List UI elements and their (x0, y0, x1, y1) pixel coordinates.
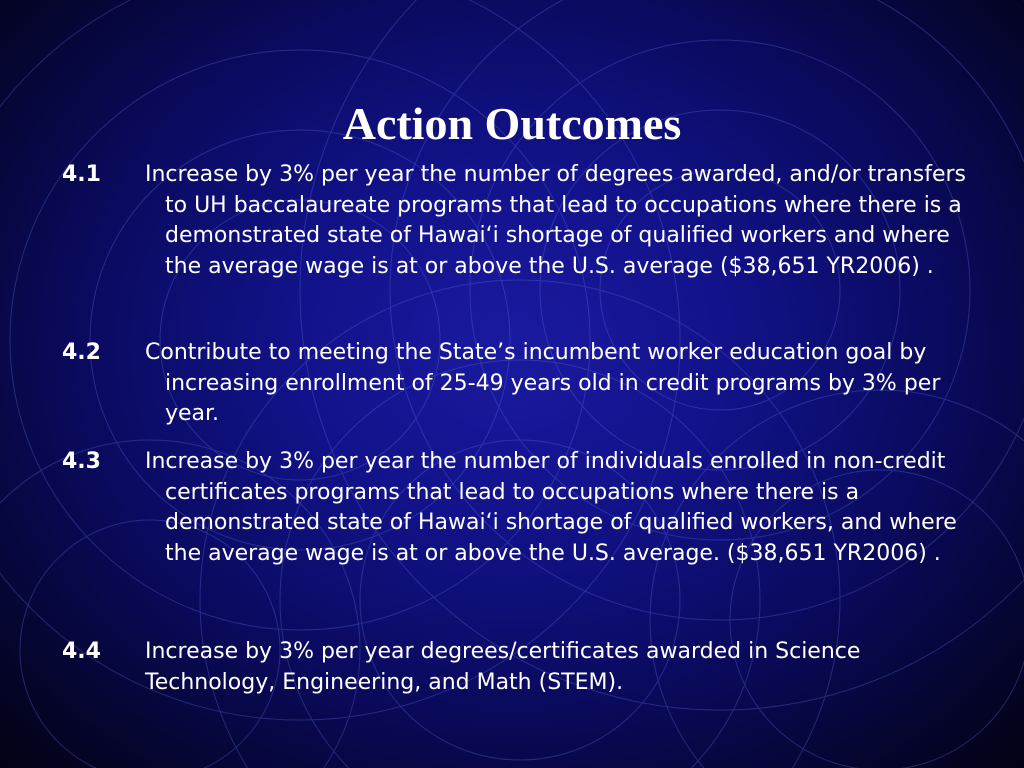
outcome-text: Contribute to meeting the State’s incumbent worker education goal by increasing enrollment of 25-49 years old in credit programs by 3% per year. (145, 340, 941, 426)
outcome-item-4-2 (62, 338, 982, 430)
slide-title: Action Outcomes (342, 98, 682, 149)
outcome-text: Increase by 3% per year the number of degrees awarded, and/or transfers to UH baccalaureate programs that lead to occupations where there is a demonstrated state of Hawai‘i shortage of qualified workers and where the average wage is at or above the U.S. average ($38,651 YR2006) . (145, 162, 966, 279)
outcome-item-4-1 (62, 160, 982, 282)
outcome-number: 4.2 (62, 340, 101, 365)
outcome-number: 4.1 (62, 162, 101, 187)
outcome-text: Increase by 3% per year the number of individuals enrolled in non-credit certificates programs that lead to occupations where there is a demonstrated state of Hawai‘i shortage of qualified workers, and where the average wage is at or above the U.S. average. ($38,651 YR2006) . (145, 449, 957, 566)
outcome-item-4-4 (62, 637, 982, 698)
outcome-item-4-3 (62, 447, 982, 569)
outcome-number: 4.4 (62, 639, 101, 664)
outcome-number: 4.3 (62, 449, 101, 474)
outcome-text: Increase by 3% per year degrees/certificates awarded in Science Technology, Engineering, and Math (STEM). (145, 639, 861, 695)
